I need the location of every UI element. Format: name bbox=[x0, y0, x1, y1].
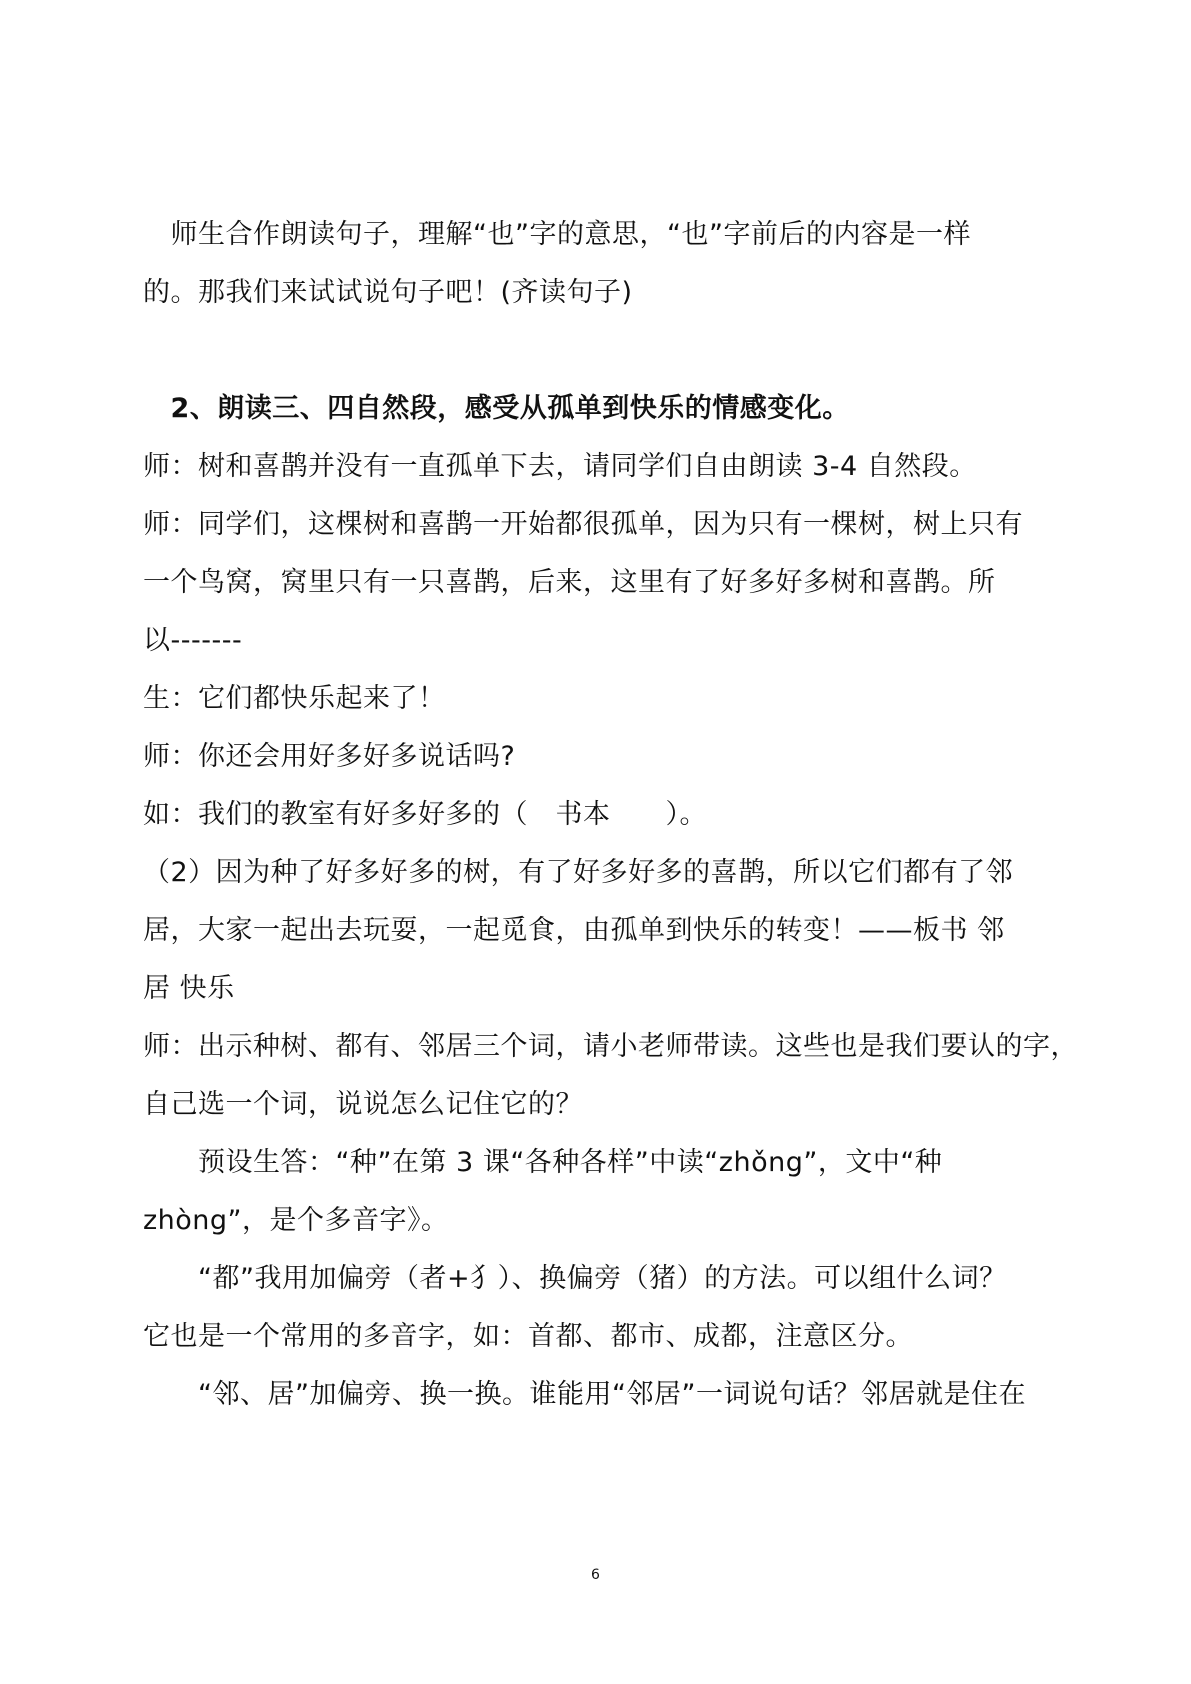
paragraph-8-line-3: 居 快乐 bbox=[143, 973, 235, 1004]
paragraph-4-line-1: 师：同学们，这棵树和喜鹊一开始都很孤单，因为只有一棵树，树上只有 bbox=[143, 509, 1023, 540]
paragraph-4-line-3: 以------- bbox=[143, 625, 243, 656]
paragraph-10-line-1: 预设生答：“种”在第 3 课“各种各样”中读“zhǒng”，文中“种 bbox=[143, 1147, 943, 1178]
paragraph-5-line-1: 生：它们都快乐起来了！ bbox=[143, 683, 446, 714]
paragraph-8-line-1: （2）因为种了好多好多的树，有了好多好多的喜鹊，所以它们都有了邻 bbox=[143, 857, 1014, 888]
paragraph-9-line-1: 师：出示种树、都有、邻居三个词，请小老师带读。这些也是我们要认的字， bbox=[143, 1031, 1078, 1062]
paragraph-6-line-1: 师：你还会用好多好多说话吗? bbox=[143, 741, 516, 772]
paragraph-4-line-2: 一个鸟窝，窝里只有一只喜鹊，后来，这里有了好多好多树和喜鹊。所 bbox=[143, 567, 996, 598]
paragraph-3-line-1: 师：树和喜鹊并没有一直孤单下去，请同学们自由朗读 3-4 自然段。 bbox=[143, 451, 977, 482]
paragraph-8-line-2: 居，大家一起出去玩耍，一起觅食，由孤单到快乐的转变！——板书 邻 bbox=[143, 915, 1005, 946]
paragraph-11-line-2: 它也是一个常用的多音字，如：首都、都市、成都，注意区分。 bbox=[143, 1321, 913, 1352]
section-heading: 2、朗读三、四自然段，感受从孤单到快乐的情感变化。 bbox=[143, 393, 850, 424]
paragraph-10-line-2: zhòng”，是个多音字》。 bbox=[143, 1205, 449, 1236]
paragraph-12-line-1: “邻、居”加偏旁、换一换。谁能用“邻居”一词说句话？邻居就是住在 bbox=[143, 1379, 1026, 1410]
paragraph-1-line-1: 师生合作朗读句子，理解“也”字的意思，“也”字前后的内容是一样 bbox=[143, 219, 971, 250]
page-number: 6 bbox=[591, 1567, 600, 1583]
paragraph-1-line-2: 的。那我们来试试说句子吧！(齐读句子) bbox=[143, 277, 633, 308]
paragraph-11-line-1: “都”我用加偏旁（者+犭）、换偏旁（猪）的方法。可以组什么词？ bbox=[143, 1263, 1007, 1294]
paragraph-7-line-1: 如：我们的教室有好多好多的（ 书本 ）。 bbox=[143, 799, 707, 830]
paragraph-9-line-2: 自己选一个词，说说怎么记住它的？ bbox=[143, 1089, 583, 1120]
